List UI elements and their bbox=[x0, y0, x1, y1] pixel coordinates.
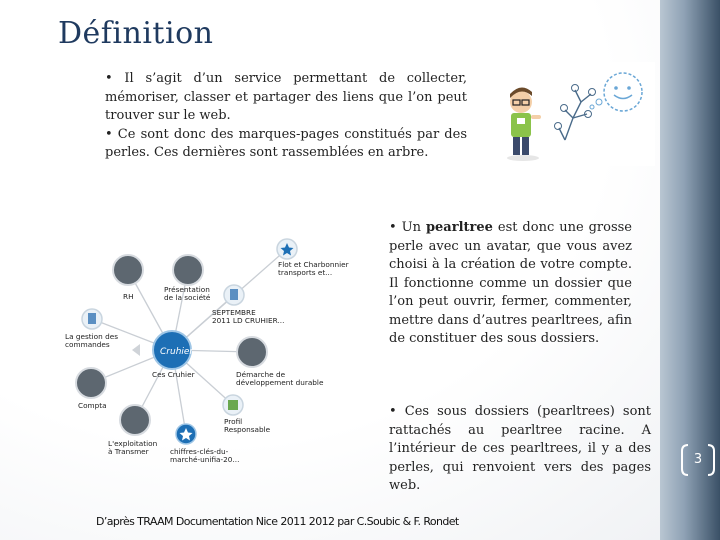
center-pearl-label: Ces Cruhier bbox=[152, 370, 195, 379]
slide-footer: D’après TRAAM Documentation Nice 2011 2012 par C.Soubic & F. Rondet bbox=[96, 515, 459, 528]
bullet-text: • Un bbox=[389, 220, 426, 235]
pearl-label: Flot et Charbonnier bbox=[278, 260, 349, 269]
pearl-label: développement durable bbox=[236, 378, 324, 387]
pearl-label: chiffres-clés-du- bbox=[170, 447, 229, 456]
bullet-pearltree bbox=[389, 219, 632, 349]
pearl-developpement-durable[interactable] bbox=[237, 337, 267, 367]
bullet-keyword: pearltree bbox=[425, 220, 493, 235]
pearl-label: à Transmer bbox=[108, 447, 149, 456]
pearl-label: transports et... bbox=[278, 268, 333, 277]
pearl-label: 2011 LD CRUHIER... bbox=[212, 316, 285, 325]
collapse-arrow-icon[interactable] bbox=[132, 344, 140, 356]
pearltree-diagram bbox=[60, 232, 350, 468]
bullet-list-top bbox=[105, 70, 467, 163]
pearl-label: La gestion des bbox=[65, 332, 118, 341]
document-icon bbox=[230, 289, 238, 300]
document-icon bbox=[88, 313, 96, 324]
pearltrees-mascot-illustration bbox=[495, 62, 655, 166]
pearl-label: RH bbox=[123, 292, 134, 301]
svg-text:Cruhier: Cruhier bbox=[160, 347, 194, 357]
bullet-subfolders: • Ces sous dossiers (pearltrees) sont rattachés au pearltree racine. A l’intérieur de ces pearltrees, il y a des perles, qui renvoient vers des pages web. bbox=[389, 404, 651, 493]
pearl-label: Compta bbox=[78, 401, 107, 410]
page-number-badge bbox=[680, 443, 716, 477]
bullet-text: • Ce sont donc des marques-pages constitués par des perles. Ces dernières sont rassemblées en arbre. bbox=[105, 126, 467, 160]
pearl-label: marché-unifia-20... bbox=[170, 455, 240, 464]
pearl-compta[interactable] bbox=[76, 368, 106, 398]
pearl-label: Profil bbox=[224, 417, 243, 426]
bullet-text: est donc une grosse perle avec un avatar, que vous avez choisi à la création de votre compte. Il fonctionne comme un dossier que l’on peut ouvrir, fermer, commenter, mettre dans d’autres pearltrees, afin de constituer des sous dossiers. bbox=[389, 220, 632, 346]
slide-title: Définition bbox=[58, 16, 214, 51]
pearl-label: Présentation bbox=[164, 285, 210, 294]
pearl-label: de la société bbox=[164, 293, 211, 302]
pearl-label: Responsable bbox=[224, 425, 271, 434]
bullet-text: • Il s’agit d’un service permettant de collecter, mémoriser, classer et partager des liens que l’on peut trouver sur le web. bbox=[105, 71, 467, 123]
pearl-label: L'exploitation bbox=[108, 439, 158, 448]
pearl-presentation[interactable] bbox=[173, 255, 203, 285]
page-number: 3 bbox=[693, 452, 703, 467]
pearl-label: commandes bbox=[65, 340, 110, 349]
pearl-exploitation[interactable] bbox=[120, 405, 150, 435]
pearl-rh[interactable] bbox=[113, 255, 143, 285]
pearl-label: SEPTEMBRE bbox=[212, 308, 256, 317]
pearl-label: Démarche de bbox=[236, 370, 286, 379]
image-icon bbox=[228, 400, 238, 410]
